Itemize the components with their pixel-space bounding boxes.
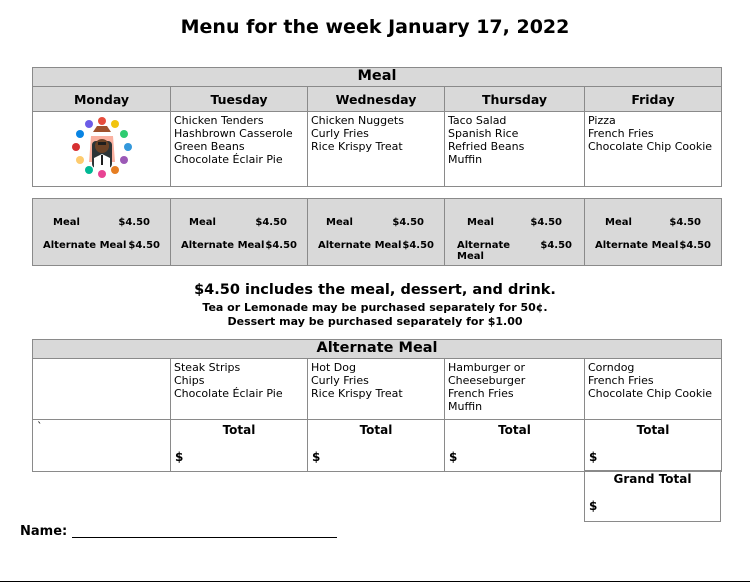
meal-price-value: $4.50 — [669, 217, 701, 228]
friday-total-cell — [585, 420, 722, 472]
menu-item: Chocolate Éclair Pie — [174, 153, 283, 166]
menu-item: French Fries — [588, 127, 654, 140]
menu-item: Hamburger or — [448, 361, 526, 374]
mlk-circle-illustration-icon — [67, 112, 137, 182]
wednesday-meal-items — [308, 112, 445, 187]
alt-price-label: Alternate Meal — [318, 240, 402, 251]
meal-price-label: Meal — [467, 217, 494, 228]
menu-item: Curly Fries — [311, 374, 369, 387]
grand-total-dollar: $ — [589, 499, 598, 513]
friday-meal-items — [585, 112, 722, 187]
menu-item: Cheeseburger — [448, 374, 526, 387]
menu-item: Chicken Tenders — [174, 114, 264, 127]
menu-item: Muffin — [448, 400, 483, 413]
meal-price-label: Meal — [53, 217, 80, 228]
alt-price-label: Alternate Meal — [595, 240, 679, 251]
grand-total-cell — [585, 471, 721, 522]
alt-price-value: $4.50 — [128, 240, 160, 251]
alt-price-label: Alternate Meal — [43, 240, 127, 251]
page-divider — [0, 581, 750, 582]
thursday-total-cell — [445, 420, 585, 472]
grand-total-label: Grand Total — [613, 472, 692, 486]
menu-item: Muffin — [448, 153, 483, 166]
meal-price-value: $4.50 — [392, 217, 424, 228]
day-header-monday: Monday — [33, 87, 171, 112]
menu-item: Spanish Rice — [448, 127, 519, 140]
alt-price-value: $4.50 — [540, 240, 572, 251]
total-label: Total — [636, 423, 670, 437]
menu-item: Taco Salad — [448, 114, 507, 127]
meal-section-title: Meal — [33, 68, 722, 87]
meal-price-value: $4.50 — [255, 217, 287, 228]
menu-item: Refried Beans — [448, 140, 525, 153]
menu-item: Green Beans — [174, 140, 245, 153]
menu-item: French Fries — [588, 374, 654, 387]
menu-item: Chicken Nuggets — [311, 114, 404, 127]
meal-price-label: Meal — [326, 217, 353, 228]
day-header-friday: Friday — [585, 87, 722, 112]
monday-total-cell — [33, 420, 171, 472]
alt-price-value: $4.50 — [265, 240, 297, 251]
meal-price-value: $4.50 — [530, 217, 562, 228]
total-dollar: $ — [312, 450, 321, 464]
price-cell-wednesday — [308, 199, 445, 266]
price-cell-friday — [585, 199, 722, 266]
menu-item: Steak Strips — [174, 361, 241, 374]
page-title: Menu for the week January 17, 2022 — [180, 16, 570, 38]
menu-item: Curly Fries — [311, 127, 369, 140]
grand-total-box — [584, 470, 721, 522]
meal-table — [32, 67, 722, 187]
name-field-line[interactable] — [72, 537, 337, 538]
meal-price-label: Meal — [189, 217, 216, 228]
total-label: Total — [498, 423, 531, 437]
alternate-section-title: Alternate Meal — [33, 340, 722, 359]
menu-item: French Fries — [448, 387, 514, 400]
stray-mark: ` — [37, 420, 43, 433]
tuesday-meal-items — [171, 112, 308, 187]
wednesday-total-cell — [308, 420, 445, 472]
alt-price-value: $4.50 — [679, 240, 711, 251]
price-cell-thursday — [445, 199, 585, 266]
meal-price-value: $4.50 — [118, 217, 150, 228]
menu-item: Chips — [174, 374, 205, 387]
monday-alt-cell — [33, 359, 171, 420]
alt-price-label: Alternate Meal — [457, 240, 511, 262]
alternate-meal-table — [32, 339, 722, 472]
price-table — [32, 198, 722, 266]
tuesday-total-cell — [171, 420, 308, 472]
thursday-meal-items — [445, 112, 585, 187]
menu-item: Pizza — [588, 114, 616, 127]
monday-meal-cell — [33, 112, 171, 187]
total-label: Total — [222, 423, 256, 437]
pricing-note: $4.50 includes the meal, dessert, and drink. — [194, 282, 556, 298]
menu-item: Chocolate Chip Cookie — [588, 387, 713, 400]
wednesday-alt-items — [308, 359, 445, 420]
name-label: Name: — [20, 524, 68, 539]
menu-item: Rice Krispy Treat — [311, 140, 403, 153]
day-header-thursday: Thursday — [445, 87, 585, 112]
menu-item: Hot Dog — [311, 361, 356, 374]
menu-item: Corndog — [588, 361, 635, 374]
price-cell-tuesday — [171, 199, 308, 266]
total-dollar: $ — [589, 450, 598, 464]
thursday-alt-items — [445, 359, 585, 420]
alt-price-label: Alternate Meal — [181, 240, 265, 251]
total-label: Total — [359, 423, 393, 437]
drink-note: Tea or Lemonade may be purchased separately for 50¢. — [202, 301, 548, 314]
total-dollar: $ — [449, 450, 458, 464]
price-cell-monday — [33, 199, 171, 266]
dessert-note: Dessert may be purchased separately for $1.00 — [227, 315, 523, 328]
meal-price-label: Meal — [605, 217, 632, 228]
friday-alt-items — [585, 359, 722, 420]
day-header-tuesday: Tuesday — [171, 87, 308, 112]
menu-item: Chocolate Chip Cookie — [588, 140, 713, 153]
menu-item: Hashbrown Casserole — [174, 127, 293, 140]
menu-item: Chocolate Éclair Pie — [174, 387, 283, 400]
day-header-wednesday: Wednesday — [308, 87, 445, 112]
alt-price-value: $4.50 — [402, 240, 434, 251]
menu-item: Rice Krispy Treat — [311, 387, 403, 400]
tuesday-alt-items — [171, 359, 308, 420]
total-dollar: $ — [175, 450, 184, 464]
